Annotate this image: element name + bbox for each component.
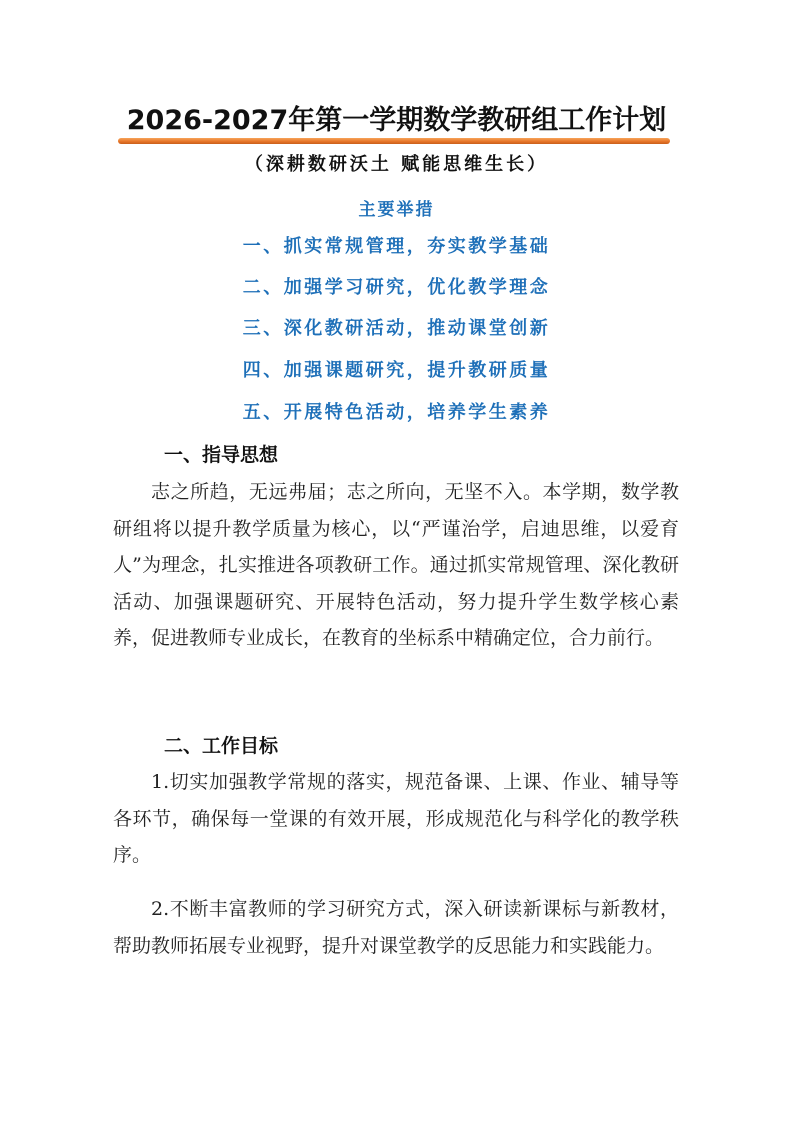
section-heading-work-goals: 二、工作目标	[164, 735, 279, 757]
document-subtitle: （深耕数研沃土 赋能思维生长）	[244, 154, 549, 175]
title-underline	[118, 138, 670, 144]
document-title: 2026-2027年第一学期数学教研组工作计划	[126, 105, 667, 136]
measure-item-5: 五、开展特色活动，培养学生素养	[242, 402, 551, 423]
paragraph-goal-1: 1.切实加强教学常规的落实，规范备课、上课、作业、辅导等各环节，确保每一堂课的有效开展，形成规范化与科学化的教学秩序。	[113, 771, 679, 866]
paragraph-goal-2: 2.不断丰富教师的学习研究方式，深入研读新课标与新教材，帮助教师拓展专业视野，提升对课堂教学的反思能力和实践能力。	[113, 898, 679, 957]
measure-item-4: 四、加强课题研究，提升教研质量	[242, 360, 551, 381]
paragraph-guiding-ideology: 志之所趋，无远弗届；志之所向，无坚不入。本学期，数学教研组将以提升教学质量为核心，以“严谨治学，启迪思维，以爱育人”为理念，扎实推进各项教研工作。通过抓实常规管理、深化教研活动、加强课题研究、开展特色活动，努力提升学生数学核心素养，促进教师专业成长，在教育的坐标系中精确定位，合力前行。	[113, 481, 679, 649]
measures-heading: 主要举措	[358, 200, 435, 220]
section-heading-guiding-ideology: 一、指导思想	[164, 444, 279, 466]
measure-item-2: 二、加强学习研究，优化教学理念	[242, 277, 551, 298]
measure-item-1: 一、抓实常规管理，夯实教学基础	[242, 236, 551, 257]
measure-item-3: 三、深化教研活动，推动课堂创新	[242, 318, 551, 339]
